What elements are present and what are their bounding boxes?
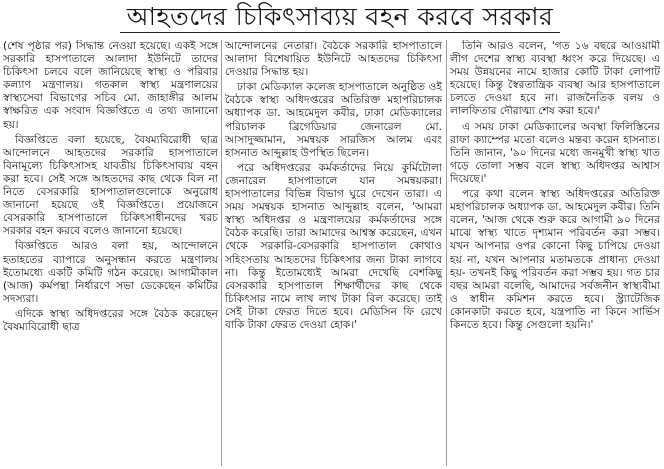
headline: আহতদের চিকিৎসাব্যয় বহন করবে সরকার: [120, 2, 560, 33]
paragraph: এ সময় ঢাকা মেডিক্যালের অবস্থা ফিলিস্তিনের রাফা ক্যাম্পের মতো বলেও মন্তব্য করেন হাসনাত। তিনি জানান, '৯০ দিনের মধ্যে জনমুখী স্বাস্থ্য খাত গড়ে তোলা সম্ভব বলে স্বাস্থ্য অধিদপ্তর আশ্বাস দিয়েছে।': [450, 120, 660, 185]
column-divider: [221, 40, 222, 466]
paragraph: আন্দোলনের নেতারা। বৈঠকে সরকারি হাসপাতালে আলাদা বিশেষায়িত ইউনিটে আহতদের চিকিৎসা দেওয়ার সিদ্ধান্ত হয়।: [225, 40, 442, 79]
article-column-1: [3, 40, 218, 466]
column-divider: [446, 40, 447, 466]
paragraph: বিজ্ঞপ্তিতে আরও বলা হয়, আন্দোলনে হতাহতের ব্যাপারে অনুসন্ধান করতে মন্ত্রণালয় ইতোমধ্যে একটি কমিটি গঠন করেছে। আগামীকাল (আজ) কর্মপন্থা নির্ধারণে সভা ডেকেছেন কমিটির সদস্যরা।: [3, 240, 218, 305]
paragraph: ঢাকা মেডিক্যাল কলেজ হাসপাতালে অনুষ্ঠিত ওই বৈঠকে স্বাস্থ্য অধিদপ্তরের অতিরিক্ত মহাপরিচালক অধ্যাপক ডা. আহমেদুল কবীর, ঢাকা মেডিক্যালের পরিচালক ব্রিগেডিয়ার জেনারেল মো. আসাদুজ্জামান, সমন্বয়ক সারজিস আলম এবং হাসনাত আব্দুল্লাহ উপস্থিত ছিলেন।: [225, 81, 442, 159]
paragraph: এদিকে স্বাস্থ্য অধিদপ্তরের সঙ্গে বৈঠক করেছেন বৈষম্যবিরোধী ছাত্র: [3, 307, 218, 333]
article-column-2: [225, 40, 442, 466]
article-column-3: [450, 40, 660, 466]
paragraph: পরে কথা বলেন স্বাস্থ্য অধিদপ্তরের অতিরিক্ত মহাপরিচালক অধ্যাপক ডা. আহমেদুল কবীর। তিনি বলেন, 'আজ থেকে শুরু করে আগামী ৯০ দিনের মাঝে স্বাস্থ্য খাতে দৃশ্যমান পরিবর্তন করা সম্ভব। যখন আপনার ওপর কোনো কিছু চাপিয়ে দেওয়া হয় না, যখন আপনার মতামতকে প্রাধান্য দেওয়া হয়- তখনই কিছু পরিবর্তন করা সম্ভব হয়। গত চার বছর আমরা বলেছি, আমাদের সর্বজনীন স্বাস্থ্যবীমা ও স্বাধীন কমিশন করতে হবে। স্ট্র্যাটেজিক কোনকাটা করতে হবে, যন্ত্রপাতি না কিনে সার্ভিস কিনতে হবে। কিন্তু সেগুলো হয়নি।': [450, 188, 660, 331]
paragraph: বিজ্ঞপ্তিতে বলা হয়েছে, বৈষম্যবিরোধী ছাত্র আন্দোলনে আহতদের সরকারি হাসপাতালে বিনামূল্যে চিকিৎসাসহ যাবতীয় চিকিৎসাব্যয় বহন করা হবে। সেই সঙ্গে আহতদের কাছ থেকে বিল না নিতে বেসরকারি হাসপাতালগুলোকে অনুরোধ জানানো হয়েছে ওই বিজ্ঞপ্তিতে। প্রয়োজনে বেসরকারি হাসপাতালে চিকিৎসাধীনদের খরচ সরকার বহন করবে বলেও জানানো হয়েছে।: [3, 133, 218, 238]
paragraph: (শেষ পৃষ্ঠার পর) সিদ্ধান্ত নেওয়া হয়েছে। একই সঙ্গে সরকারি হাসপাতালে আলাদা ইউনিটে তাদের চিকিৎসা চলবে বলে জানিয়েছে স্বাস্থ্য ও পরিবার কল্যাণ মন্ত্রণালয়। গতকাল স্বাস্থ্য মন্ত্রণালয়ের স্বাস্থ্যসেবা বিভাগের সচিব মো. জাহাঙ্গীর আলম স্বাক্ষরিত এক সংবাদ বিজ্ঞপ্তিতে এ তথ্য জানানো হয়।: [3, 40, 218, 131]
paragraph: তিনি আরও বলেন, 'গত ১৬ বছরে আওয়ামী লীগ দেশের স্বাস্থ্য ব্যবস্থা ধ্বংস করে দিয়েছে। এ সময় উন্নয়নের নামে হাজার কোটি টাকা লোপাট হয়েছে। কিন্তু স্বৈরতান্ত্রিক ব্যবস্থা আর হাসপাতালে চলতে দেওয়া হবে না। রাজনৈতিক বলয় ও লালফিতার দৌরাত্ম্য শেষ করা হবে।': [450, 40, 660, 118]
paragraph: পরে অধিদপ্তরের কর্মকর্তাদের নিয়ে কুর্মিটোলা জেনারেল হাসপাতালে যান সমন্বয়করা। হাসপাতালের বিভিন্ন বিভাগ ঘুরে দেখেন তারা। এ সময় সমন্বয়ক হাসনাত আব্দুল্লাহ বলেন, 'আমরা স্বাস্থ্য অধিদপ্তর ও মন্ত্রণালয়ের কর্মকর্তাদের সঙ্গে বৈঠক করেছি। তারা আমাদের আশ্বস্ত করেছেন, এখন থেকে সরকারি-বেসরকারি হাসপাতাল কোথাও সহিংসতায় আহতদের চিকিৎসার জন্য টাকা লাগবে না। কিন্তু ইতোমধ্যেই আমরা দেখেছি বেশকিছু বেসরকারি হাসপাতাল শিক্ষার্থীদের কাছ থেকে চিকিৎসার নামে লাখ লাখ টাকা বিল করেছে। তাই সেই টাকা ফেরত দিতে হবে। মেডিসিন ফি রেখে বাকি টাকা ফেরত দেওয়া হোক।': [225, 161, 442, 331]
